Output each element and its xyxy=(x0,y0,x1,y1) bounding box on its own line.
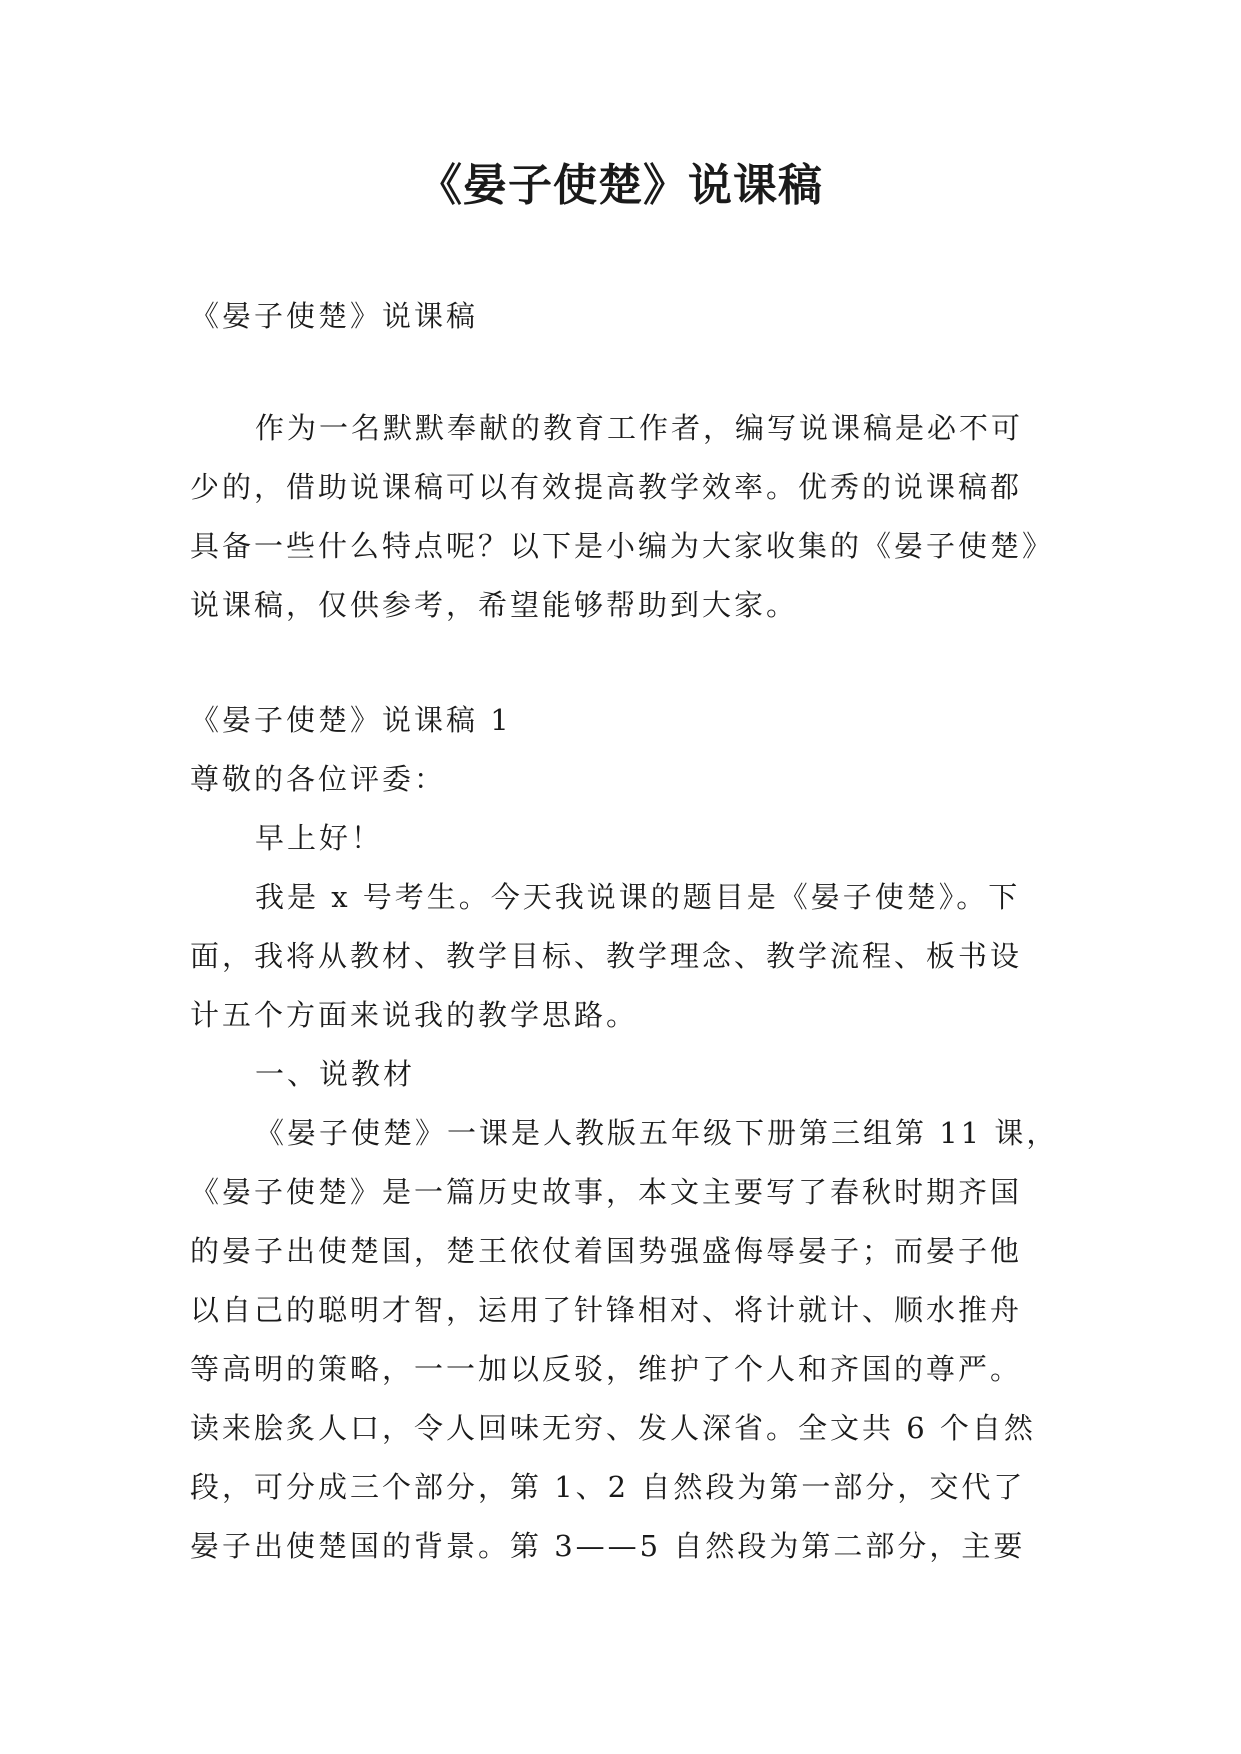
part-one-heading: 一、说教材 xyxy=(255,1057,416,1091)
greeting: 早上好！ xyxy=(255,821,384,855)
body-line: 以自己的聪明才智，运用了针锋相对、将计就计、顺水推舟 xyxy=(190,1293,1023,1327)
body-line: 的晏子出使楚国，楚王依仗着国势强盛侮辱晏子；而晏子他 xyxy=(190,1234,1023,1268)
body-line: 等高明的策略，一一加以反驳，维护了个人和齐国的尊严。 xyxy=(190,1352,1023,1386)
body-line: 《晏子使楚》一课是人教版五年级下册第三组第 11 课， xyxy=(255,1116,1059,1150)
body-line: 《晏子使楚》是一篇历史故事，本文主要写了春秋时期齐国 xyxy=(190,1175,1023,1209)
section-heading: 《晏子使楚》说课稿 1 xyxy=(190,703,512,737)
document-title: 《晏子使楚》说课稿 xyxy=(418,160,823,211)
intro-line: 具备一些什么特点呢？以下是小编为大家收集的《晏子使楚》 xyxy=(190,529,1055,563)
opening-line: 计五个方面来说我的教学思路。 xyxy=(190,998,639,1032)
intro-line: 说课稿，仅供参考，希望能够帮助到大家。 xyxy=(190,588,799,622)
body-line: 晏子出使楚国的背景。第 3——5 自然段为第二部分，主要 xyxy=(190,1529,1026,1563)
salutation: 尊敬的各位评委： xyxy=(190,762,447,796)
body-line: 段，可分成三个部分，第 1、2 自然段为第一部分，交代了 xyxy=(190,1470,1026,1504)
opening-line: 面，我将从教材、教学目标、教学理念、教学流程、板书设 xyxy=(190,939,1023,973)
body-line: 读来脍炙人口，令人回味无穷、发人深省。全文共 6 个自然 xyxy=(190,1411,1036,1445)
opening-line: 我是 x 号考生。今天我说课的题目是《晏子使楚》。下 xyxy=(255,880,1021,914)
document-subtitle: 《晏子使楚》说课稿 xyxy=(190,299,479,333)
intro-line: 少的，借助说课稿可以有效提高教学效率。优秀的说课稿都 xyxy=(190,470,1023,504)
intro-line: 作为一名默默奉献的教育工作者，编写说课稿是必不可 xyxy=(255,411,1024,445)
